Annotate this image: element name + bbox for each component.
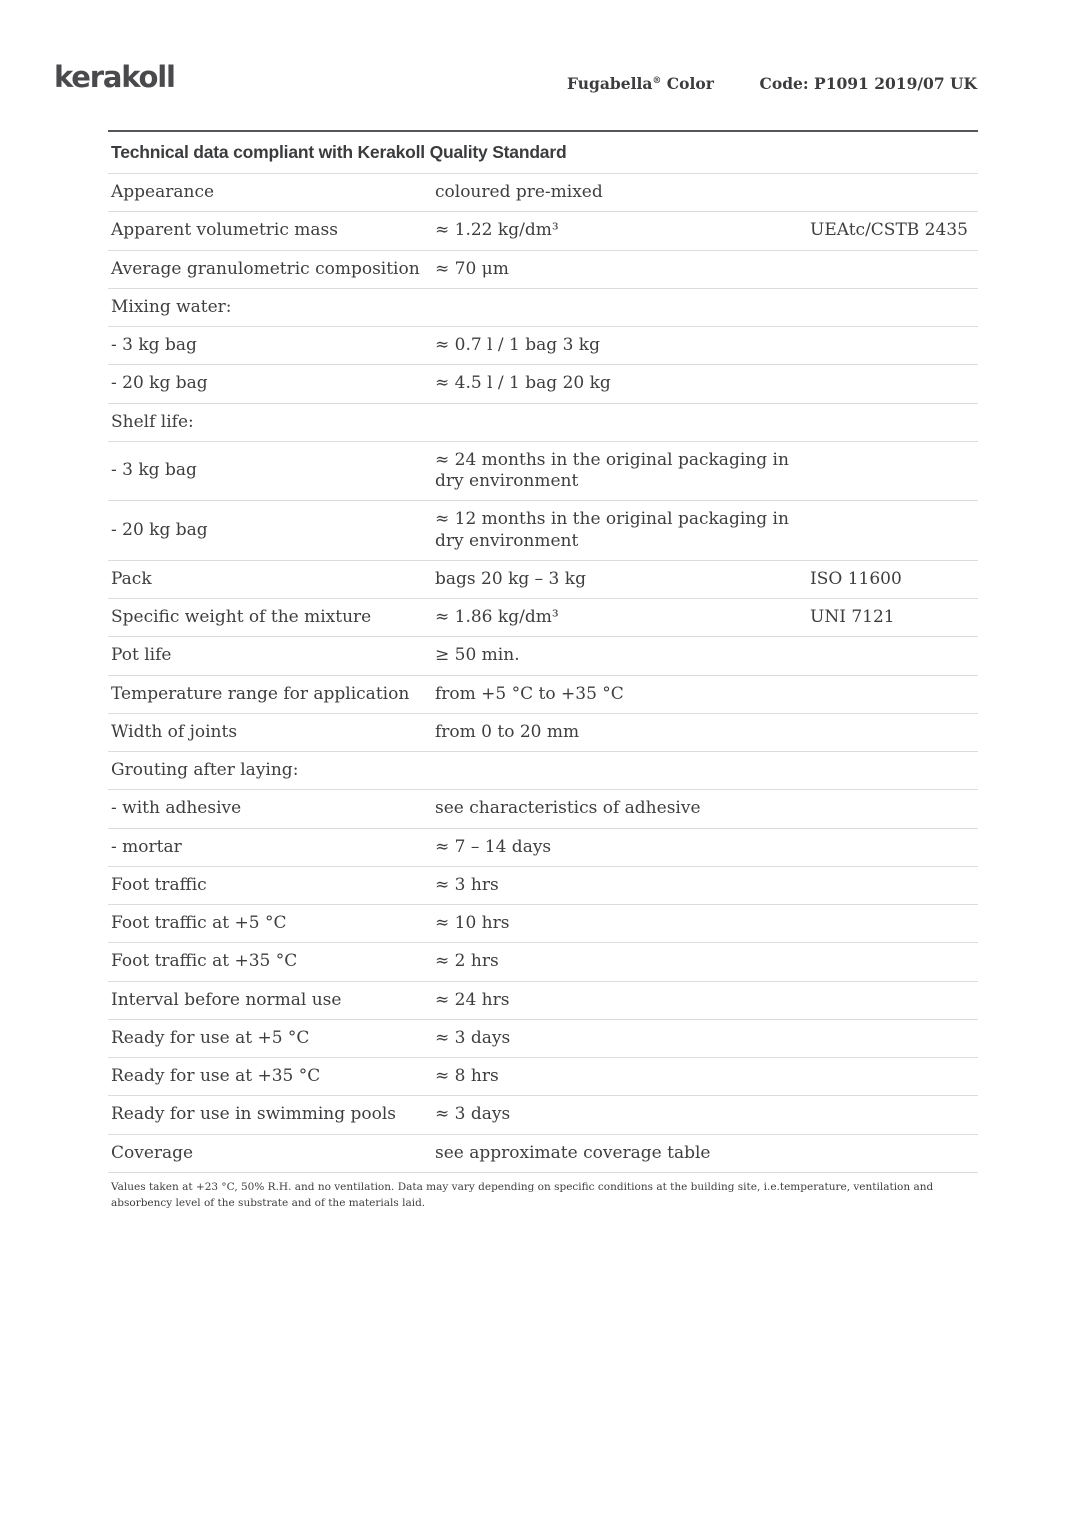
table-cell-label: Pot life bbox=[111, 645, 172, 666]
table-cell-standard bbox=[810, 801, 978, 817]
document-code: Code: P1091 2019/07 UK bbox=[759, 74, 977, 93]
table-row bbox=[108, 790, 978, 828]
table-cell-label: - 20 kg bag bbox=[111, 519, 208, 540]
table-cell-label: Foot traffic at +5 °C bbox=[111, 913, 287, 933]
table-cell-value: ≈ 24 hrs bbox=[435, 989, 510, 1010]
table-row bbox=[108, 676, 978, 714]
table-cell-value: ≈ 10 hrs bbox=[435, 913, 510, 933]
table-cell-standard bbox=[810, 877, 978, 893]
table-cell-label: - mortar bbox=[111, 836, 182, 857]
table-cell-label: Ready for use in swimming pools bbox=[111, 1104, 397, 1125]
table-cell-standard bbox=[810, 376, 978, 392]
table-row bbox=[108, 1020, 978, 1058]
table-cell-label: Grouting after laying: bbox=[111, 760, 299, 780]
table-row bbox=[108, 1058, 978, 1096]
table-row bbox=[108, 752, 978, 790]
table-cell-standard bbox=[810, 916, 978, 932]
table-cell-value: ≈ 1.22 kg/dm³ bbox=[435, 220, 559, 241]
table-cell-value bbox=[435, 414, 810, 430]
table-cell-standard bbox=[810, 992, 978, 1008]
table-cell-standard bbox=[810, 763, 978, 779]
table-row bbox=[108, 365, 978, 403]
table-cell-label: Appearance bbox=[111, 182, 215, 202]
table-cell-label: Foot traffic at +35 °C bbox=[111, 951, 298, 972]
table-cell-standard bbox=[810, 414, 978, 430]
table-row bbox=[108, 212, 978, 250]
table-cell-value: see approximate coverage table bbox=[435, 1142, 711, 1163]
tech-table-body bbox=[108, 174, 978, 1173]
table-row bbox=[108, 174, 978, 212]
table-cell-label: - 3 kg bag bbox=[111, 335, 197, 355]
table-cell-standard bbox=[810, 724, 978, 740]
table-cell-label: Interval before normal use bbox=[111, 989, 342, 1010]
table-cell-label: - with adhesive bbox=[111, 798, 242, 819]
table-cell-value: ≈ 3 hrs bbox=[435, 874, 499, 895]
table-cell-value: ≈ 7 – 14 days bbox=[435, 836, 552, 857]
table-footnote: Values taken at +23 °C, 50% R.H. and no ventilation. Data may vary depending on specific conditions at the building site, i.e.temperature, ventilation and absorbency level of the substrate and of the materials laid. bbox=[111, 1180, 934, 1209]
table-row bbox=[108, 561, 978, 599]
table-row bbox=[108, 289, 978, 327]
table-title: Technical data compliant with Kerakoll Quality Standard bbox=[108, 132, 978, 174]
table-cell-value: ≈ 24 months in the original packaging in dry environment bbox=[435, 449, 789, 491]
table-cell-label: Pack bbox=[111, 568, 152, 589]
table-row bbox=[108, 251, 978, 289]
table-cell-value: coloured pre-mixed bbox=[435, 182, 603, 202]
product-name-suffix: Color bbox=[661, 74, 714, 93]
table-cell-value: ≈ 0.7 l / 1 bag 3 kg bbox=[435, 335, 600, 355]
table-cell-value: ≈ 1.86 kg/dm³ bbox=[435, 607, 559, 627]
table-cell-standard bbox=[810, 523, 978, 539]
table-cell-label: Apparent volumetric mass bbox=[111, 220, 338, 241]
table-cell-value: ≈ 12 months in the original packaging in dry environment bbox=[435, 509, 789, 551]
table-cell-label: Temperature range for application bbox=[111, 683, 410, 704]
table-row bbox=[108, 905, 978, 943]
table-cell-standard: UEAtc/CSTB 2435 bbox=[810, 220, 968, 241]
table-cell-standard bbox=[810, 463, 978, 479]
table-row bbox=[108, 867, 978, 905]
table-row bbox=[108, 327, 978, 365]
product-name-text: Fugabella bbox=[567, 74, 653, 93]
table-cell-label: Shelf life: bbox=[111, 411, 194, 432]
table-cell-standard bbox=[810, 1107, 978, 1123]
table-cell-standard bbox=[810, 338, 978, 354]
table-row bbox=[108, 714, 978, 752]
table-cell-label: - 3 kg bag bbox=[111, 460, 197, 481]
table-cell-value: ≈ 4.5 l / 1 bag 20 kg bbox=[435, 373, 611, 394]
table-cell-value: ≥ 50 min. bbox=[435, 645, 520, 666]
table-cell-standard bbox=[810, 299, 978, 315]
table-row bbox=[108, 442, 978, 502]
table-row bbox=[108, 404, 978, 442]
table-cell-label: - 20 kg bag bbox=[111, 373, 208, 394]
table-cell-value bbox=[435, 763, 810, 779]
table-cell-standard bbox=[810, 261, 978, 277]
table-cell-value: see characteristics of adhesive bbox=[435, 798, 701, 819]
table-cell-standard bbox=[810, 648, 978, 664]
table-cell-label: Specific weight of the mixture bbox=[111, 607, 372, 627]
kerakoll-logo: kerakoll bbox=[54, 60, 175, 94]
table-row bbox=[108, 1096, 978, 1134]
table-row bbox=[108, 982, 978, 1020]
table-cell-label: Average granulometric composition bbox=[111, 258, 420, 279]
table-cell-label: Ready for use at +5 °C bbox=[111, 1027, 310, 1048]
table-cell-value: ≈ 8 hrs bbox=[435, 1066, 499, 1086]
technical-data-table bbox=[108, 130, 978, 1211]
table-cell-standard bbox=[810, 954, 978, 970]
table-cell-label: Foot traffic bbox=[111, 874, 207, 895]
table-row bbox=[108, 637, 978, 675]
table-cell-standard: ISO 11600 bbox=[810, 568, 902, 589]
table-cell-value: from +5 °C to +35 °C bbox=[435, 683, 624, 704]
table-cell-standard bbox=[810, 839, 978, 855]
table-cell-value: ≈ 3 days bbox=[435, 1027, 511, 1048]
table-cell-standard: UNI 7121 bbox=[810, 607, 895, 627]
table-row bbox=[108, 501, 978, 561]
table-cell-value: from 0 to 20 mm bbox=[435, 721, 580, 742]
table-cell-value: bags 20 kg – 3 kg bbox=[435, 568, 586, 589]
table-row bbox=[108, 943, 978, 981]
table-cell-standard bbox=[810, 1069, 978, 1085]
header-product-name bbox=[567, 74, 714, 93]
table-cell-label: Width of joints bbox=[111, 721, 238, 742]
table-cell-value: ≈ 3 days bbox=[435, 1104, 511, 1125]
table-row bbox=[108, 1135, 978, 1173]
table-cell-standard bbox=[810, 1145, 978, 1161]
table-row bbox=[108, 829, 978, 867]
table-row bbox=[108, 599, 978, 637]
table-cell-standard bbox=[810, 1030, 978, 1046]
table-cell-value: ≈ 2 hrs bbox=[435, 951, 499, 972]
registered-trademark-symbol: ® bbox=[652, 75, 662, 86]
table-cell-label: Coverage bbox=[111, 1142, 194, 1163]
table-cell-label: Mixing water: bbox=[111, 296, 232, 317]
table-cell-label: Ready for use at +35 °C bbox=[111, 1066, 321, 1086]
table-cell-standard bbox=[810, 686, 978, 702]
table-cell-standard bbox=[810, 185, 978, 201]
table-cell-value: ≈ 70 μm bbox=[435, 258, 509, 279]
table-cell-value bbox=[435, 299, 810, 315]
